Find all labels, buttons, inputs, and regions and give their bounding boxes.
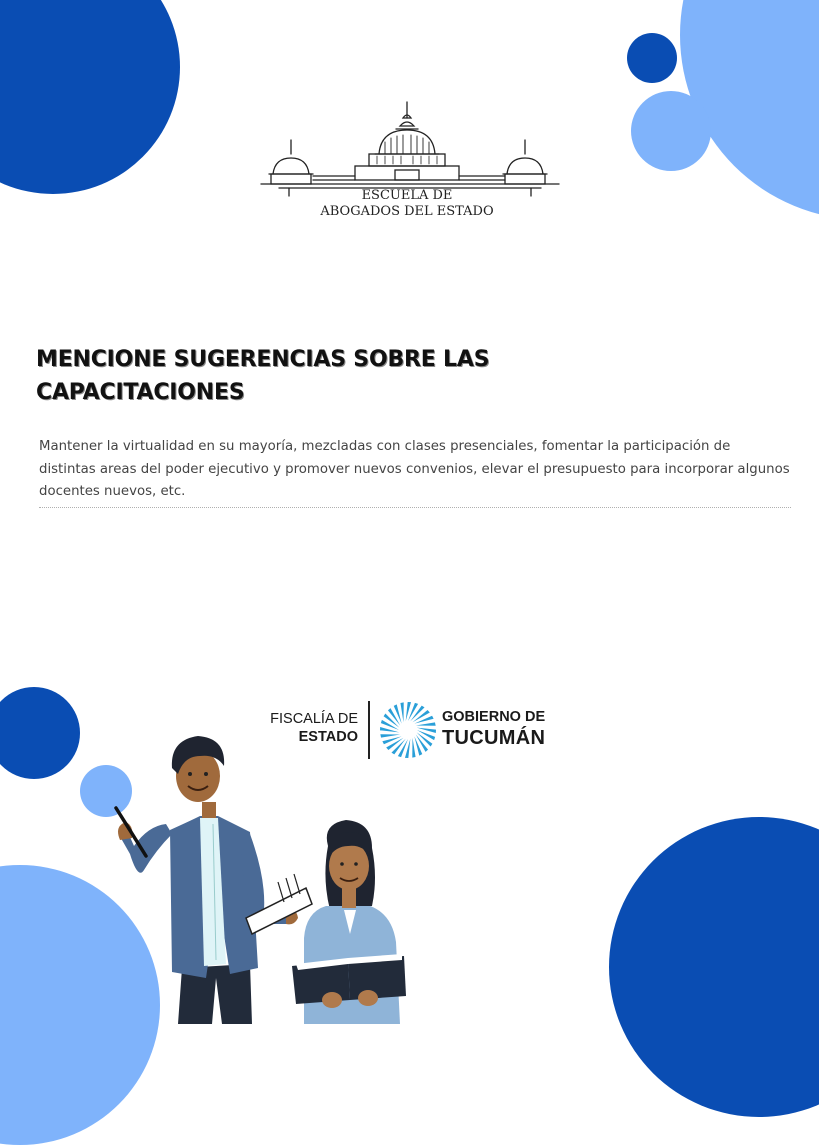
emblem-ray bbox=[394, 704, 402, 723]
government-building-icon bbox=[261, 102, 559, 196]
question-title bbox=[36, 343, 489, 409]
student-figure bbox=[292, 820, 406, 1024]
logo-line1: ESCUELA DE bbox=[361, 188, 453, 203]
fiscalia-line1: FISCALÍA DE bbox=[270, 711, 358, 727]
fiscalia-line2: ESTADO bbox=[298, 729, 358, 745]
emblem-ray bbox=[406, 702, 411, 721]
emblem-ray bbox=[414, 716, 433, 724]
decor-circle-mid-left bbox=[0, 687, 80, 779]
teacher-figure bbox=[116, 736, 312, 1024]
emblem-ray bbox=[416, 722, 436, 725]
gobierno-line2: TUCUMÁN bbox=[442, 727, 546, 749]
gobierno-tucuman-logo bbox=[442, 708, 545, 750]
emblem-ray bbox=[400, 702, 403, 722]
gobierno-line1: GOBIERNO DE bbox=[442, 709, 546, 725]
decor-dot-top-right-light bbox=[631, 91, 711, 171]
answer-text: Mantener la virtualidad en su mayoría, mezcladas con clases presenciales, fomentar la participación de distintas areas del poder ejecutivo y promover nuevos convenios, elevar el presupuesto para incorporar algunos docentes nuevos, etc. bbox=[39, 436, 791, 508]
teacher-and-student-illustration bbox=[100, 728, 430, 1024]
decor-circle-top-left bbox=[0, 0, 180, 194]
decor-circle-bottom-right bbox=[609, 817, 819, 1117]
question-title-line1: MENCIONE SUGERENCIAS SOBRE LAS bbox=[36, 347, 490, 372]
question-title-line2: CAPACITACIONES bbox=[36, 380, 245, 405]
escuela-abogados-logo bbox=[255, 96, 565, 226]
logo-line2: ABOGADOS DEL ESTADO bbox=[320, 204, 494, 219]
decor-dot-top-right bbox=[627, 33, 677, 83]
